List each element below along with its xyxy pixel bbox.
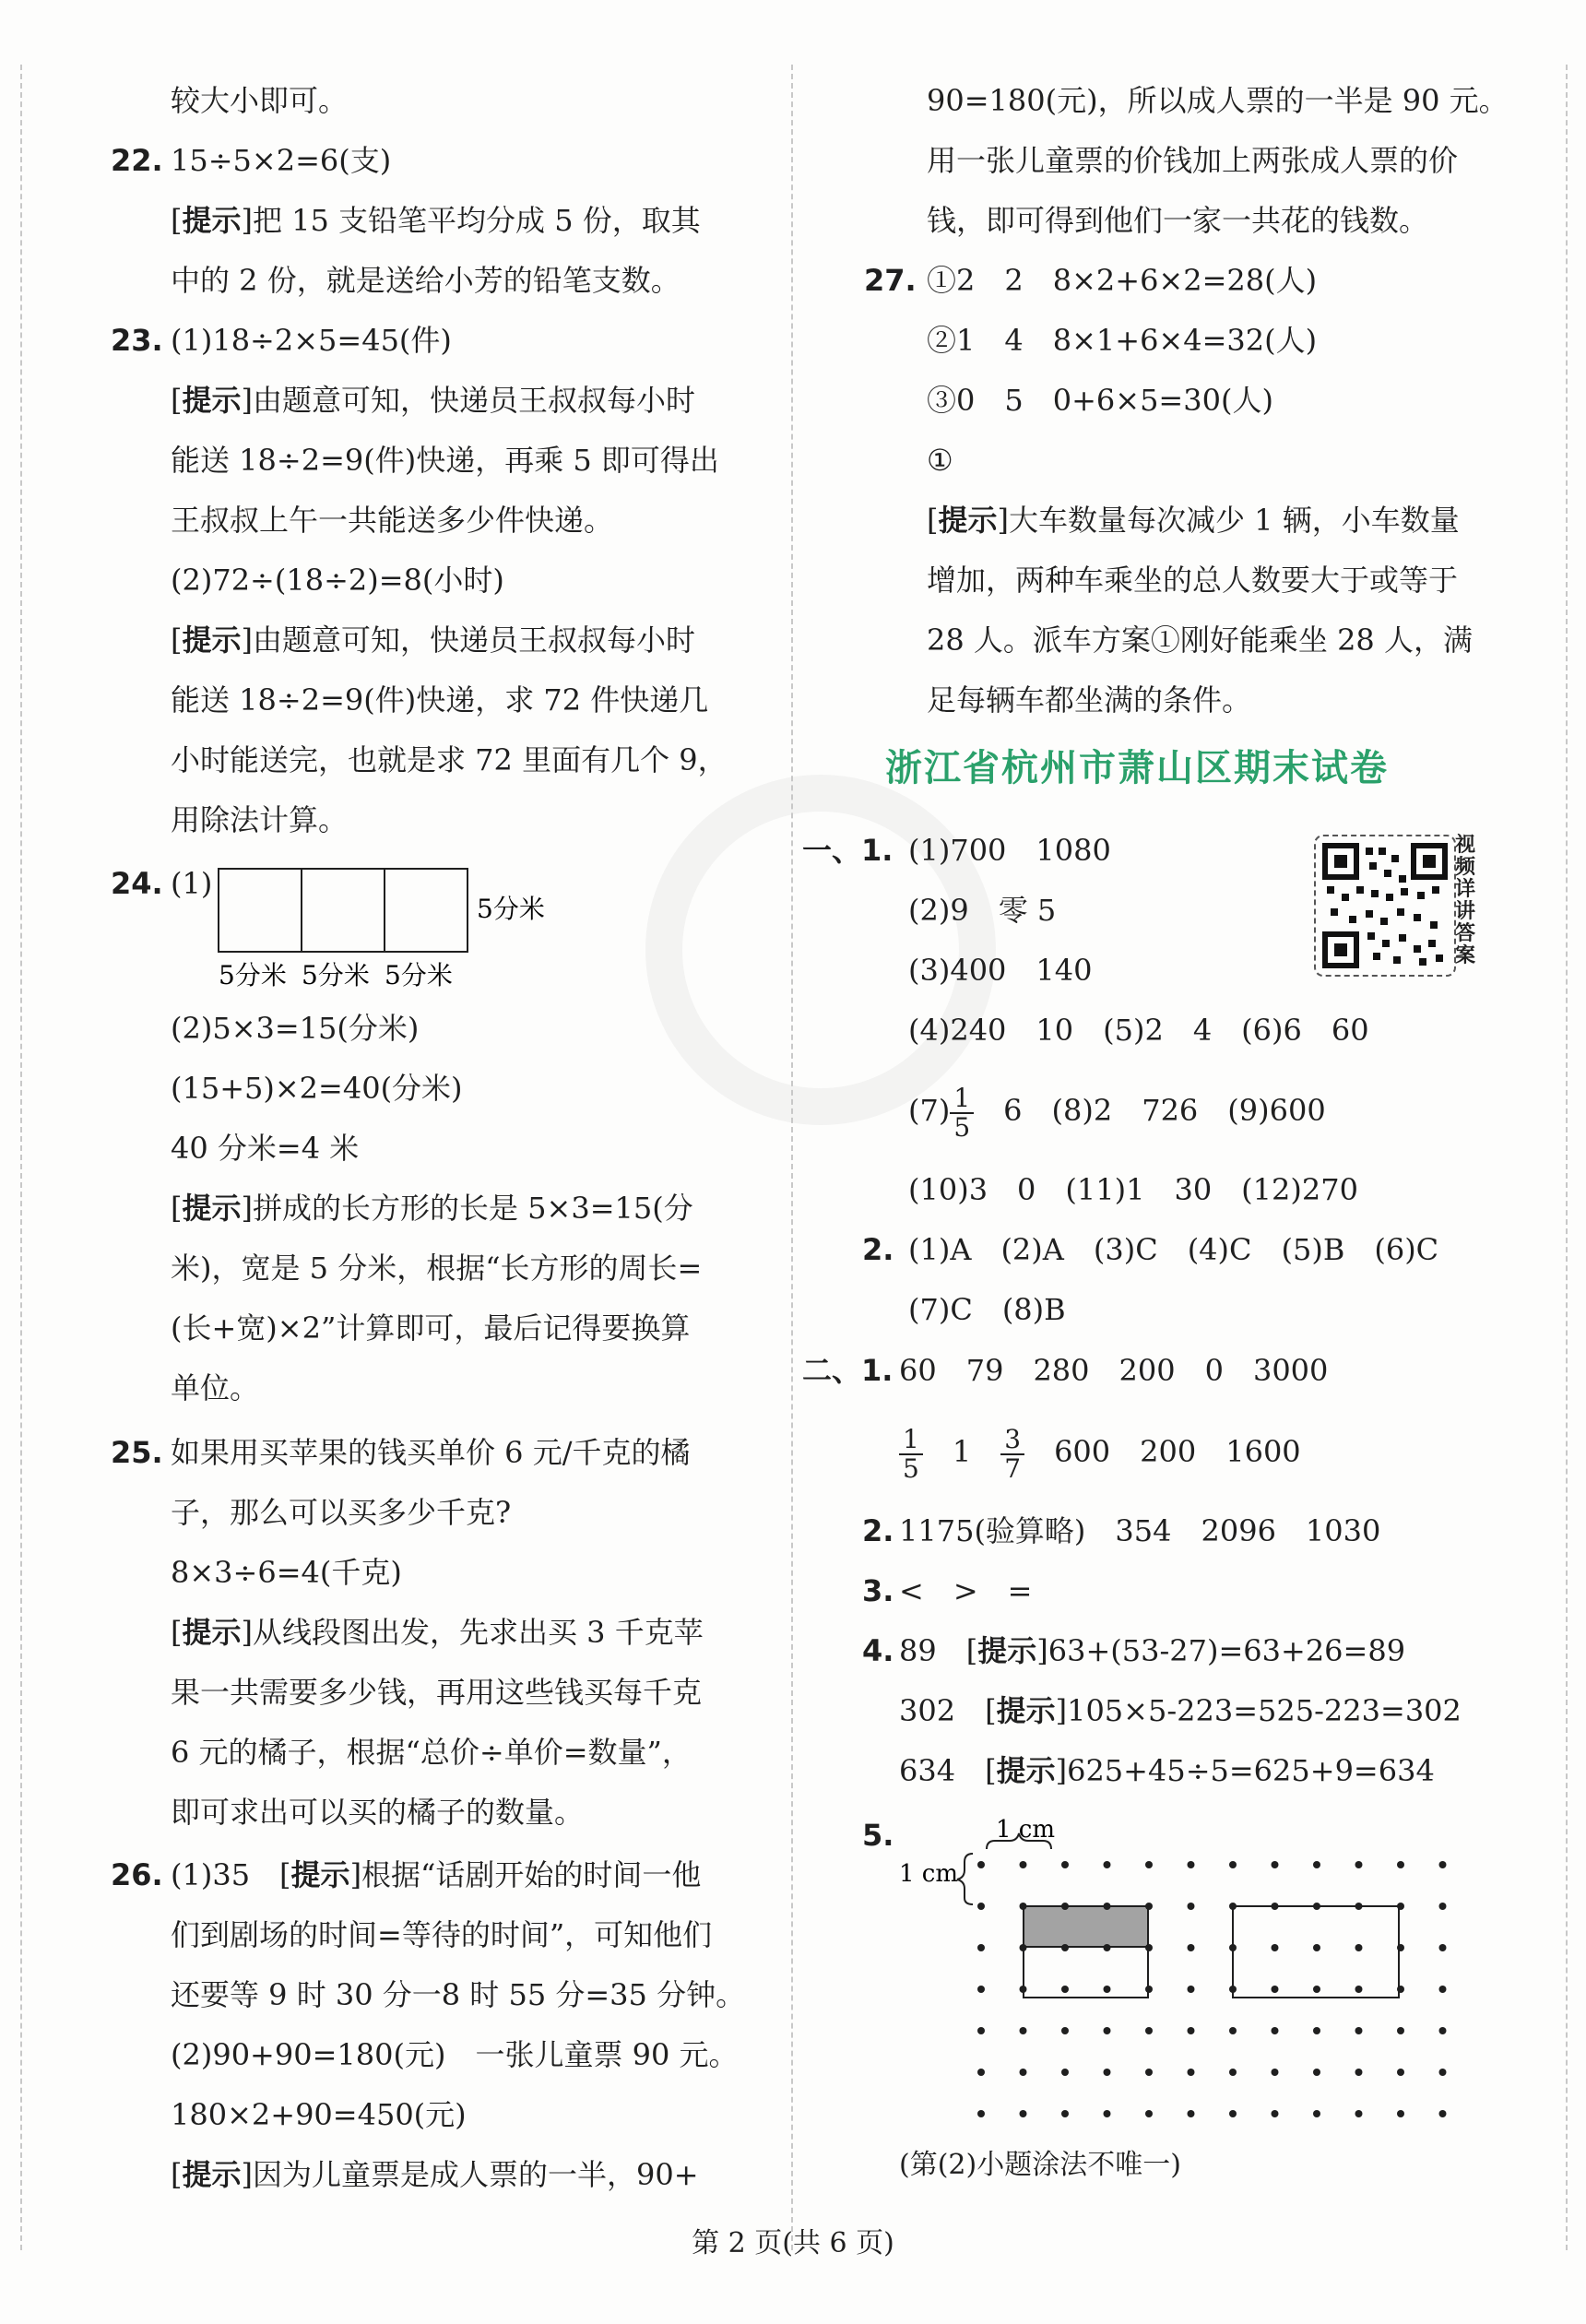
grid-dot — [1439, 1986, 1447, 1993]
answer-line: 较大小即可。 — [171, 83, 349, 118]
question-number: 2. — [862, 1232, 894, 1267]
grid-dot — [1145, 2110, 1153, 2117]
grid-dot — [1313, 2110, 1320, 2117]
grid-dot — [977, 1903, 985, 1910]
question-number: 25. — [111, 1435, 163, 1470]
rectangle-diagram — [217, 867, 586, 996]
hint-line: [提示]由题意可知，快递员王叔叔每小时 — [171, 622, 695, 658]
grid-dot — [1355, 2027, 1363, 2034]
grid-dot — [1272, 1944, 1279, 1951]
grid-dot — [977, 2069, 985, 2076]
left-brace — [957, 1854, 973, 1904]
answer-line: (长+宽)×2”计算即可，最后记得要换算 — [171, 1310, 691, 1346]
answer-line: 足每辆车都坐满的条件。 — [927, 682, 1252, 717]
grid-dot — [1145, 1986, 1153, 1993]
grid-dot — [1397, 1986, 1404, 1993]
grid-dot — [1272, 2027, 1279, 2034]
question-number: 23. — [111, 323, 163, 358]
answer-line: 单位。 — [171, 1370, 260, 1405]
grid-dot — [1397, 2069, 1404, 2076]
answer-line: 40 分米=4 米 — [171, 1131, 360, 1166]
hint-line: [提示]大车数量每次减少 1 辆，小车数量 — [927, 503, 1460, 538]
grid-dot — [1229, 1903, 1237, 1910]
fraction: $\frac{3}{7}$ — [1000, 1426, 1024, 1483]
grid-dot — [1061, 1944, 1069, 1951]
grid-dot — [1313, 1903, 1320, 1910]
grid-dot — [1355, 1903, 1363, 1910]
answer-line: (7) $\frac{1}{5}$ 6 (8)2 726 (9)600 — [908, 1082, 1326, 1143]
grid-dot — [1397, 2027, 1404, 2034]
answer-line: (1)700 1080 — [908, 833, 1111, 868]
grid-dot — [1272, 1861, 1279, 1868]
watermark-logo — [645, 775, 996, 1125]
grid-dot — [1104, 2069, 1111, 2076]
grid-dot — [977, 1944, 985, 1951]
grid-dot — [1020, 1944, 1027, 1951]
answer-line: 60 79 280 200 0 3000 — [899, 1353, 1329, 1388]
grid-dot — [1229, 2027, 1237, 2034]
grid-dot — [1272, 2110, 1279, 2117]
answer-line: (1) — [171, 866, 213, 901]
unit-label-top: 1 cm — [996, 1816, 1056, 1844]
grid-dot — [1313, 1861, 1320, 1868]
grid-dot — [1188, 1944, 1195, 1951]
grid-dot — [1439, 1861, 1447, 1868]
answer-line: 90=180(元)，所以成人票的一半是 90 元。 — [927, 83, 1509, 118]
answer-line: ①2 2 8×2+6×2=28(人) — [927, 263, 1318, 298]
grid-dot — [1145, 1861, 1153, 1868]
answer-line: 用除法计算。 — [171, 802, 349, 837]
grid-dot — [1397, 1861, 1404, 1868]
grid-dot — [1229, 1944, 1237, 1951]
grid-dot — [1439, 2027, 1447, 2034]
answer-line: $\frac{1}{5}$ 1 $\frac{3}{7}$ 600 200 1600 — [899, 1422, 1301, 1483]
grid-dot — [1229, 1861, 1237, 1868]
answer-line: (2)9 零 5 — [908, 893, 1057, 928]
answer-line: (3)400 140 — [908, 953, 1093, 988]
answer-line: 15÷5×2=6(支) — [171, 143, 392, 178]
rectangle-outline — [1024, 1947, 1148, 1998]
grid-dot — [1397, 1903, 1404, 1910]
grid-dot — [1355, 2069, 1363, 2076]
grid-dot — [1020, 2027, 1027, 2034]
grid-dot — [1188, 1986, 1195, 1993]
grid-dot — [1229, 2110, 1237, 2117]
question-number: 27. — [864, 263, 917, 298]
section-number: 二、1. — [802, 1353, 894, 1388]
fraction: $\frac{1}{5}$ — [899, 1426, 923, 1483]
section-title: 浙江省杭州市萧山区期末试卷 — [885, 747, 1389, 789]
question-number: 22. — [111, 143, 163, 178]
answer-line: 能送 18÷2=9(件)快递，求 72 件快递几 — [171, 682, 709, 717]
answer-line: 果一共需要多少钱，再用这些钱买每千克 — [171, 1675, 703, 1710]
grid-dot — [1188, 2069, 1195, 2076]
shaded-rectangle — [1024, 1906, 1148, 1947]
grid-dot — [1020, 2110, 1027, 2117]
answer-line: ③0 5 0+6×5=30(人) — [927, 383, 1273, 418]
grid-dot — [1272, 1903, 1279, 1910]
grid-dot — [1104, 1944, 1111, 1951]
question-number: 3. — [862, 1573, 894, 1608]
grid-dot — [1061, 1986, 1069, 1993]
center-divider — [791, 65, 793, 2250]
answer-line: 钱，即可得到他们一家一共花的钱数。 — [927, 203, 1429, 238]
grid-dot — [1188, 2110, 1195, 2117]
question-number: 5. — [862, 1818, 894, 1853]
bottom-label: 5分米 — [385, 960, 453, 990]
hint-line: [提示]把 15 支铅笔平均分成 5 份，取其 — [171, 203, 701, 238]
answer-line: 中的 2 份，就是送给小芳的铅笔支数。 — [171, 263, 681, 298]
answer-line: 28 人。派车方案①刚好能乘坐 28 人，满 — [927, 622, 1473, 658]
answer-line: 子，那么可以买多少千克? — [171, 1495, 512, 1530]
answer-line: 1175(验算略) 354 2096 1030 — [899, 1513, 1381, 1548]
grid-dot — [977, 1861, 985, 1868]
grid-dot — [1355, 1944, 1363, 1951]
answer-line: 634 [提示]625+45÷5=625+9=634 — [899, 1753, 1435, 1788]
grid-dot — [1229, 1986, 1237, 1993]
grid-dot — [1145, 2027, 1153, 2034]
bottom-label: 5分米 — [219, 960, 287, 990]
fraction: $\frac{1}{5}$ — [950, 1085, 974, 1142]
grid-dot — [1145, 1944, 1153, 1951]
answer-line: 还要等 9 时 30 分一8 时 55 分=35 分钟。 — [171, 1977, 746, 2012]
grid-dot — [1397, 1944, 1404, 1951]
answer-line: (2)72÷(18÷2)=8(小时) — [171, 563, 504, 598]
grid-dot — [1439, 2110, 1447, 2117]
question-number: 24. — [111, 866, 163, 901]
grid-dot — [1355, 1861, 1363, 1868]
grid-dot — [1272, 2069, 1279, 2076]
grid-dot — [1104, 2110, 1111, 2117]
grid-dot — [1061, 1903, 1069, 1910]
grid-dot — [1355, 2110, 1363, 2117]
grid-dot — [1188, 2027, 1195, 2034]
grid-dot — [1355, 1986, 1363, 1993]
answer-line: 用一张儿童票的价钱加上两张成人票的价 — [927, 143, 1459, 178]
grid-dot — [1439, 2069, 1447, 2076]
grid-dot — [1020, 1903, 1027, 1910]
grid-dot — [1313, 2069, 1320, 2076]
grid-dot — [1104, 2027, 1111, 2034]
grid-dot — [977, 1986, 985, 1993]
answer-line: 6 元的橘子，根据“总价÷单价=数量”， — [171, 1735, 692, 1770]
answer-line: 米)，宽是 5 分米，根据“长方形的周长= — [171, 1251, 703, 1286]
square-outline — [1233, 1906, 1399, 1998]
answer-line: 能送 18÷2=9(件)快递，再乘 5 即可得出 — [171, 443, 719, 478]
answer-line: 小时能送完，也就是求 72 里面有几个 9， — [171, 742, 728, 777]
grid-dot — [1229, 2069, 1237, 2076]
hint-line: [提示]从线段图出发，先求出买 3 千克苹 — [171, 1615, 704, 1650]
grid-dot — [1104, 1986, 1111, 1993]
qr-code[interactable] — [1314, 835, 1456, 977]
question-number: 26. — [111, 1857, 163, 1892]
left-margin-line — [20, 65, 22, 2250]
grid-dot — [1313, 1986, 1320, 1993]
grid-dot — [1272, 1986, 1279, 1993]
grid-dot — [977, 2027, 985, 2034]
answer-line: (7)C (8)B — [908, 1292, 1066, 1327]
question-number: 2. — [862, 1513, 894, 1548]
grid-dot — [1145, 2069, 1153, 2076]
answer-line: 302 [提示]105×5-223=525-223=302 — [899, 1693, 1462, 1728]
answer-line: 89 [提示]63+(53-27)=63+26=89 — [899, 1633, 1406, 1668]
answer-line: ②1 4 8×1+6×4=32(人) — [927, 323, 1318, 358]
grid-dot — [1439, 1944, 1447, 1951]
question-number: 4. — [862, 1633, 894, 1668]
grid-dot — [1061, 2110, 1069, 2117]
grid-dot — [1439, 1903, 1447, 1910]
answer-line: (4)240 10 (5)2 4 (6)6 60 — [908, 1013, 1369, 1048]
grid-dot — [1020, 2069, 1027, 2076]
grid-dot — [1104, 1903, 1111, 1910]
grid-dot — [1313, 2027, 1320, 2034]
grid-dot — [977, 2110, 985, 2117]
answer-line: (1)18÷2×5=45(件) — [171, 323, 452, 358]
answer-line: 180×2+90=450(元) — [171, 2097, 467, 2132]
grid-dot — [1061, 2069, 1069, 2076]
grid-dot — [1397, 2110, 1404, 2117]
answer-line: 如果用买苹果的钱买单价 6 元/千克的橘 — [171, 1435, 691, 1470]
grid-dot — [1188, 1903, 1195, 1910]
bottom-label: 5分米 — [302, 960, 370, 990]
right-margin-line — [1566, 65, 1568, 2250]
answer-line: (10)3 0 (11)1 30 (12)270 — [908, 1172, 1358, 1207]
hint-line: [提示]由题意可知，快递员王叔叔每小时 — [171, 383, 695, 418]
grid-dot — [1020, 1986, 1027, 1993]
answer-line: < > = — [899, 1573, 1033, 1608]
grid-dot — [1145, 1903, 1153, 1910]
answer-line: 们到剧场的时间=等待的时间”，可知他们 — [171, 1917, 713, 1952]
grid-dot — [1104, 1861, 1111, 1868]
answer-line: ① — [927, 443, 953, 478]
dot-grid-figure — [899, 1808, 1471, 2121]
answer-line: 王叔叔上午一共能送多少件快递。 — [171, 503, 614, 538]
qr-label: 视频详讲答案 — [1455, 834, 1476, 967]
answer-line: (1)35 [提示]根据“话剧开始的时间一他 — [171, 1857, 702, 1892]
side-label: 5分米 — [477, 894, 545, 924]
grid-dot — [1313, 1944, 1320, 1951]
section-number: 一、1. — [802, 833, 894, 868]
answer-line: 8×3÷6=4(千克) — [171, 1555, 402, 1590]
grid-dot — [1188, 1861, 1195, 1868]
answer-line: (1)A (2)A (3)C (4)C (5)B (6)C — [908, 1232, 1439, 1267]
answer-line: (2)5×3=15(分米) — [171, 1011, 420, 1046]
grid-dot — [1061, 2027, 1069, 2034]
qr-pattern-icon — [1318, 838, 1452, 973]
answer-line: 即可求出可以买的橘子的数量。 — [171, 1795, 585, 1830]
unit-label-left: 1 cm — [899, 1860, 959, 1888]
answer-line: (2)90+90=180(元) 一张儿童票 90 元。 — [171, 2037, 739, 2072]
page-footer: 第 2 页(共 6 页) — [692, 2227, 894, 2259]
figure-caption: (第(2)小题涂法不唯一) — [899, 2149, 1181, 2181]
answer-line: 增加，两种车乘坐的总人数要大于或等于 — [927, 563, 1459, 598]
grid-dot — [1061, 1861, 1069, 1868]
answer-line: (15+5)×2=40(分米) — [171, 1071, 463, 1106]
hint-line: [提示]因为儿童票是成人票的一半，90+ — [171, 2157, 699, 2192]
hint-line: [提示]拼成的长方形的长是 5×3=15(分 — [171, 1191, 693, 1226]
grid-dot — [1020, 1861, 1027, 1868]
